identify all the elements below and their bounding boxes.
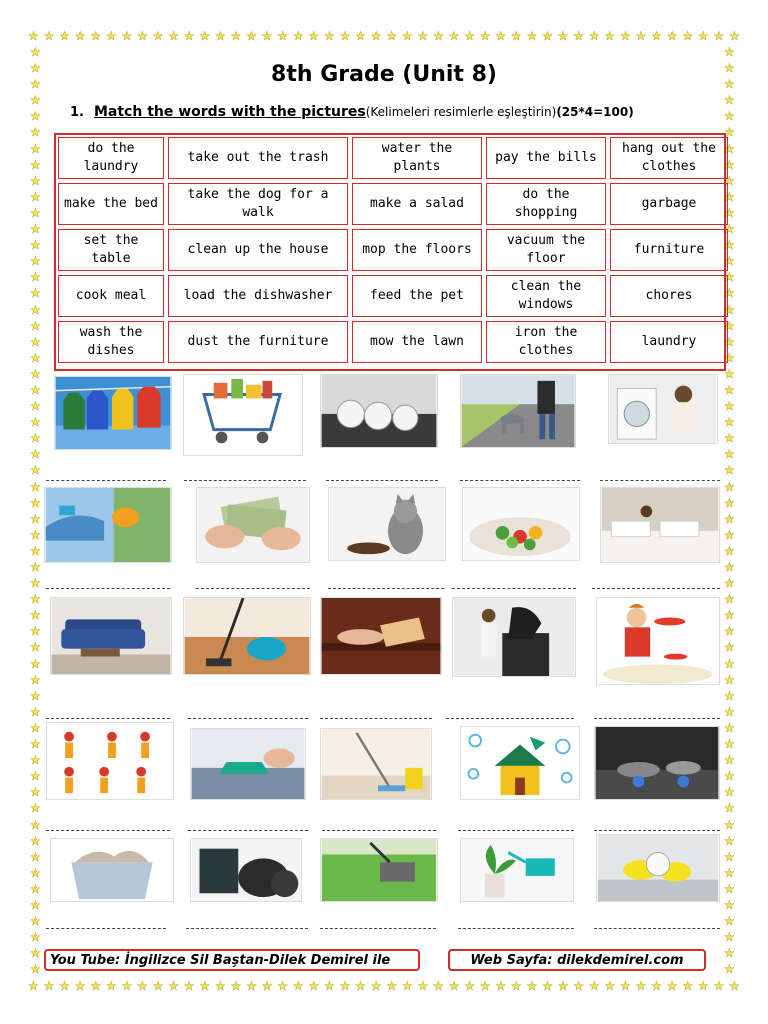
star-icon: ★ <box>30 608 41 623</box>
star-icon: ★ <box>30 737 41 752</box>
star-icon: ★ <box>724 881 735 896</box>
word-cell: clean the windows <box>486 275 606 317</box>
star-icon: ★ <box>510 979 522 993</box>
star-icon: ★ <box>557 979 569 993</box>
star-icon: ★ <box>724 270 735 285</box>
star-icon: ★ <box>724 463 735 478</box>
star-icon: ★ <box>724 45 735 59</box>
answer-line[interactable] <box>46 588 170 589</box>
word-cell: mow the lawn <box>352 321 482 363</box>
star-icon: ★ <box>30 93 41 108</box>
answer-line[interactable] <box>188 718 308 719</box>
star-icon: ★ <box>724 157 735 172</box>
star-icon: ★ <box>28 29 39 43</box>
star-icon: ★ <box>448 29 460 43</box>
word-cell: mop the floors <box>352 229 482 271</box>
clean-windows-image <box>44 487 172 563</box>
star-icon: ★ <box>370 979 382 993</box>
set-table-image <box>596 597 720 685</box>
star-icon: ★ <box>30 881 41 896</box>
star-icon: ★ <box>43 29 55 43</box>
star-icon: ★ <box>30 270 41 285</box>
star-icon: ★ <box>30 463 41 478</box>
star-icon: ★ <box>30 382 41 397</box>
star-icon: ★ <box>30 962 41 977</box>
iron-clothes-image <box>190 728 306 800</box>
star-icon: ★ <box>183 979 195 993</box>
feed-pet-cat-image <box>328 487 446 561</box>
star-icon: ★ <box>724 576 735 591</box>
star-icon: ★ <box>199 979 211 993</box>
star-icon: ★ <box>542 29 553 43</box>
answer-line[interactable] <box>46 830 170 831</box>
star-icon: ★ <box>464 29 475 43</box>
star-icon: ★ <box>152 979 164 993</box>
word-cell: make a salad <box>352 183 482 225</box>
word-cell: vacuum the floor <box>486 229 606 271</box>
star-icon: ★ <box>724 624 735 639</box>
star-icon: ★ <box>588 979 600 993</box>
laundry-machine-image <box>608 374 718 444</box>
star-icon: ★ <box>30 946 41 961</box>
star-icon: ★ <box>30 157 41 172</box>
star-icon: ★ <box>479 979 491 993</box>
star-icon: ★ <box>635 979 647 993</box>
star-icon: ★ <box>433 29 444 43</box>
star-icon: ★ <box>30 511 41 526</box>
star-icon: ★ <box>724 640 735 655</box>
word-cell: hang out the clothes <box>610 137 728 179</box>
star-icon: ★ <box>724 930 735 945</box>
answer-line[interactable] <box>46 480 166 481</box>
star-icon: ★ <box>635 29 647 43</box>
star-icon: ★ <box>526 979 538 993</box>
star-icon: ★ <box>137 29 148 43</box>
word-box-table <box>54 133 726 371</box>
star-icon: ★ <box>724 897 735 912</box>
star-icon: ★ <box>90 979 102 993</box>
star-icon: ★ <box>651 29 662 43</box>
star-icon: ★ <box>724 688 735 703</box>
star-icon: ★ <box>724 704 735 719</box>
star-icon: ★ <box>30 672 41 687</box>
star-icon: ★ <box>30 592 41 607</box>
star-icon: ★ <box>30 704 41 719</box>
star-icon: ★ <box>724 833 735 848</box>
star-icon: ★ <box>724 173 735 188</box>
furniture-sofa-image <box>50 597 172 675</box>
star-icon: ★ <box>724 479 735 494</box>
answer-line[interactable] <box>460 480 580 481</box>
star-icon: ★ <box>30 205 41 220</box>
star-icon: ★ <box>246 29 257 43</box>
star-icon: ★ <box>30 334 41 349</box>
answer-line[interactable] <box>322 830 436 831</box>
star-icon: ★ <box>30 624 41 639</box>
hang-out-clothes-image <box>54 376 172 450</box>
star-icon: ★ <box>724 399 735 414</box>
star-icon: ★ <box>682 29 694 43</box>
star-icon: ★ <box>74 29 86 43</box>
water-plants-image <box>460 838 574 902</box>
star-icon: ★ <box>30 543 41 558</box>
star-icon: ★ <box>30 914 41 929</box>
star-icon: ★ <box>30 688 41 703</box>
star-icon: ★ <box>30 849 41 864</box>
star-icon: ★ <box>168 29 179 43</box>
star-icon: ★ <box>30 415 41 430</box>
star-icon: ★ <box>724 141 735 156</box>
star-icon: ★ <box>666 979 678 993</box>
answer-line[interactable] <box>320 928 436 929</box>
star-icon: ★ <box>277 29 289 43</box>
star-icon: ★ <box>323 29 335 43</box>
star-icon: ★ <box>724 77 735 92</box>
star-icon: ★ <box>30 817 41 832</box>
star-icon: ★ <box>30 479 41 494</box>
star-icon: ★ <box>729 979 740 993</box>
star-icon: ★ <box>30 560 41 574</box>
star-icon: ★ <box>43 979 55 993</box>
star-icon: ★ <box>30 495 41 510</box>
mow-lawn-image <box>320 838 438 902</box>
star-icon: ★ <box>30 125 41 140</box>
word-cell: water the plants <box>352 137 482 179</box>
star-icon: ★ <box>724 527 735 542</box>
word-cell: make the bed <box>58 183 164 225</box>
star-icon: ★ <box>557 29 569 43</box>
star-icon: ★ <box>386 29 398 43</box>
word-cell: iron the clothes <box>486 321 606 363</box>
score-note: (25*4=100) <box>556 105 634 119</box>
star-icon: ★ <box>30 302 41 317</box>
laundry-basket-image <box>50 838 174 902</box>
website-footer: Web Sayfa: dilekdemirel.com <box>448 949 706 971</box>
star-icon: ★ <box>30 833 41 848</box>
star-icon: ★ <box>724 350 735 365</box>
star-icon: ★ <box>495 29 507 43</box>
star-icon: ★ <box>30 431 41 446</box>
star-icon: ★ <box>573 29 584 43</box>
word-cell: chores <box>610 275 728 317</box>
star-icon: ★ <box>724 205 735 220</box>
star-icon: ★ <box>30 222 41 237</box>
mop-floors-image <box>320 728 432 800</box>
answer-line[interactable] <box>594 718 720 719</box>
star-icon: ★ <box>724 962 735 977</box>
star-icon: ★ <box>30 318 41 333</box>
star-icon: ★ <box>724 447 735 462</box>
cook-meal-image <box>594 726 720 800</box>
star-icon: ★ <box>168 979 179 993</box>
star-icon: ★ <box>30 399 41 414</box>
star-icon: ★ <box>619 979 631 993</box>
star-icon: ★ <box>713 29 725 43</box>
instruction-line <box>70 104 634 120</box>
star-icon: ★ <box>666 29 678 43</box>
answer-line[interactable] <box>184 480 306 481</box>
star-icon: ★ <box>724 560 735 574</box>
star-icon: ★ <box>28 979 39 993</box>
wash-dishes-image <box>596 834 720 902</box>
answer-line[interactable] <box>46 928 166 929</box>
star-icon: ★ <box>724 817 735 832</box>
star-icon: ★ <box>30 897 41 912</box>
star-icon: ★ <box>199 29 211 43</box>
dust-furniture-image <box>320 597 442 675</box>
star-icon: ★ <box>121 29 133 43</box>
star-icon: ★ <box>724 849 735 864</box>
star-icon: ★ <box>292 29 304 43</box>
word-cell: take the dog for a walk <box>168 183 348 225</box>
star-icon: ★ <box>30 769 41 784</box>
star-icon: ★ <box>448 979 460 993</box>
star-icon: ★ <box>724 366 735 381</box>
star-icon: ★ <box>292 979 304 993</box>
star-icon: ★ <box>30 865 41 880</box>
word-cell: do the laundry <box>58 137 164 179</box>
star-icon: ★ <box>724 495 735 510</box>
star-icon: ★ <box>724 286 735 301</box>
shopping-cart-image <box>183 374 303 456</box>
star-icon: ★ <box>246 979 257 993</box>
star-icon: ★ <box>724 656 735 671</box>
star-icon: ★ <box>464 979 475 993</box>
star-icon: ★ <box>479 29 491 43</box>
word-cell: cook meal <box>58 275 164 317</box>
star-icon: ★ <box>261 979 273 993</box>
word-cell: load the dishwasher <box>168 275 348 317</box>
star-icon: ★ <box>724 415 735 430</box>
pay-bills-money-image <box>196 487 310 563</box>
word-cell: set the table <box>58 229 164 271</box>
star-icon: ★ <box>183 29 195 43</box>
star-icon: ★ <box>724 592 735 607</box>
word-cell: take out the trash <box>168 137 348 179</box>
star-icon: ★ <box>724 61 735 76</box>
star-icon: ★ <box>724 946 735 961</box>
star-icon: ★ <box>30 366 41 381</box>
star-icon: ★ <box>724 93 735 108</box>
star-icon: ★ <box>651 979 662 993</box>
question-number: 1. <box>70 105 84 120</box>
star-icon: ★ <box>30 286 41 301</box>
star-icon: ★ <box>30 930 41 945</box>
star-icon: ★ <box>724 302 735 317</box>
word-cell: wash the dishes <box>58 321 164 363</box>
star-icon: ★ <box>724 318 735 333</box>
star-icon: ★ <box>105 29 117 43</box>
answer-line[interactable] <box>594 928 720 929</box>
star-icon: ★ <box>401 979 413 993</box>
star-icon: ★ <box>90 29 102 43</box>
star-icon: ★ <box>724 801 735 816</box>
answer-line[interactable] <box>326 480 438 481</box>
star-icon: ★ <box>495 979 507 993</box>
instruction-text: Match the words with the pictures <box>93 104 366 120</box>
dishwasher-image <box>320 374 438 448</box>
garbage-bags-image <box>190 838 302 902</box>
make-salad-image <box>462 487 580 561</box>
star-icon: ★ <box>619 29 631 43</box>
chores-icons-image <box>46 722 174 800</box>
star-icon: ★ <box>724 382 735 397</box>
star-icon: ★ <box>30 173 41 188</box>
star-icon: ★ <box>355 29 366 43</box>
star-icon: ★ <box>724 125 735 140</box>
star-icon: ★ <box>339 979 351 993</box>
answer-line[interactable] <box>600 480 720 481</box>
star-icon: ★ <box>339 29 351 43</box>
word-cell: furniture <box>610 229 728 271</box>
word-cell: laundry <box>610 321 728 363</box>
star-icon: ★ <box>724 769 735 784</box>
star-icon: ★ <box>526 29 538 43</box>
star-icon: ★ <box>724 720 735 735</box>
star-icon: ★ <box>308 29 320 43</box>
youtube-footer: You Tube: İngilizce Sil Baştan-Dilek Demirel ile <box>44 949 420 971</box>
star-icon: ★ <box>30 785 41 800</box>
answer-line[interactable] <box>594 830 720 831</box>
star-icon: ★ <box>724 737 735 752</box>
star-icon: ★ <box>74 979 86 993</box>
star-icon: ★ <box>724 254 735 269</box>
star-icon: ★ <box>713 979 725 993</box>
star-icon: ★ <box>682 979 694 993</box>
answer-line[interactable] <box>320 718 432 719</box>
star-icon: ★ <box>30 720 41 735</box>
star-icon: ★ <box>417 979 429 993</box>
star-icon: ★ <box>30 576 41 591</box>
star-icon: ★ <box>121 979 133 993</box>
star-icon: ★ <box>30 61 41 76</box>
vacuum-floor-image <box>183 597 311 675</box>
star-icon: ★ <box>355 979 366 993</box>
star-icon: ★ <box>30 350 41 365</box>
star-icon: ★ <box>30 753 41 768</box>
star-icon: ★ <box>30 238 41 253</box>
word-cell: clean up the house <box>168 229 348 271</box>
dog-walk-image <box>460 374 576 448</box>
star-icon: ★ <box>724 543 735 558</box>
star-icon: ★ <box>59 29 70 43</box>
star-icon: ★ <box>724 865 735 880</box>
star-icon: ★ <box>724 785 735 800</box>
star-icon: ★ <box>370 29 382 43</box>
star-icon: ★ <box>729 29 740 43</box>
star-icon: ★ <box>30 801 41 816</box>
star-icon: ★ <box>277 979 289 993</box>
instruction-turkish: (Kelimeleri resimlerle eşleştirin) <box>365 105 557 119</box>
star-icon: ★ <box>152 29 164 43</box>
star-icon: ★ <box>230 29 242 43</box>
page-title: 8th Grade (Unit 8) <box>271 62 497 87</box>
star-icon: ★ <box>724 511 735 526</box>
word-cell: garbage <box>610 183 728 225</box>
star-icon: ★ <box>401 29 413 43</box>
star-icon: ★ <box>214 979 226 993</box>
star-icon: ★ <box>30 527 41 542</box>
star-icon: ★ <box>724 189 735 204</box>
star-icon: ★ <box>724 914 735 929</box>
star-icon: ★ <box>417 29 429 43</box>
star-icon: ★ <box>308 979 320 993</box>
answer-line[interactable] <box>328 588 444 589</box>
star-border-left <box>30 46 41 976</box>
star-icon: ★ <box>230 979 242 993</box>
answer-line[interactable] <box>46 718 170 719</box>
star-icon: ★ <box>724 222 735 237</box>
word-cell: dust the furniture <box>168 321 348 363</box>
star-icon: ★ <box>604 29 616 43</box>
answer-line[interactable] <box>186 928 308 929</box>
answer-line[interactable] <box>188 830 308 831</box>
star-icon: ★ <box>30 656 41 671</box>
star-icon: ★ <box>604 979 616 993</box>
star-icon: ★ <box>30 447 41 462</box>
answer-line[interactable] <box>196 588 310 589</box>
star-border-bottom <box>28 980 740 992</box>
star-icon: ★ <box>137 979 148 993</box>
answer-line[interactable] <box>452 588 576 589</box>
star-icon: ★ <box>30 109 41 124</box>
word-cell: pay the bills <box>486 137 606 179</box>
star-icon: ★ <box>433 979 444 993</box>
star-icon: ★ <box>697 29 709 43</box>
make-bed-image <box>600 487 720 563</box>
clean-house-image <box>460 726 580 800</box>
star-icon: ★ <box>323 979 335 993</box>
word-cell: feed the pet <box>352 275 482 317</box>
answer-line[interactable] <box>458 928 574 929</box>
star-icon: ★ <box>261 29 273 43</box>
star-icon: ★ <box>30 640 41 655</box>
star-border-top <box>28 30 740 42</box>
star-icon: ★ <box>30 141 41 156</box>
star-icon: ★ <box>573 979 584 993</box>
star-icon: ★ <box>724 608 735 623</box>
star-icon: ★ <box>30 254 41 269</box>
answer-line[interactable] <box>446 718 574 719</box>
word-cell: do the shopping <box>486 183 606 225</box>
star-icon: ★ <box>105 979 117 993</box>
star-icon: ★ <box>510 29 522 43</box>
star-icon: ★ <box>214 29 226 43</box>
star-icon: ★ <box>724 109 735 124</box>
answer-line[interactable] <box>592 588 720 589</box>
star-icon: ★ <box>724 334 735 349</box>
star-icon: ★ <box>724 753 735 768</box>
take-out-trash-image <box>452 597 576 677</box>
star-icon: ★ <box>30 189 41 204</box>
star-icon: ★ <box>724 238 735 253</box>
star-icon: ★ <box>386 979 398 993</box>
star-icon: ★ <box>588 29 600 43</box>
star-icon: ★ <box>724 672 735 687</box>
star-icon: ★ <box>697 979 709 993</box>
star-icon: ★ <box>724 431 735 446</box>
star-icon: ★ <box>30 45 41 59</box>
star-icon: ★ <box>59 979 70 993</box>
answer-line[interactable] <box>458 830 574 831</box>
star-icon: ★ <box>542 979 553 993</box>
star-icon: ★ <box>30 77 41 92</box>
